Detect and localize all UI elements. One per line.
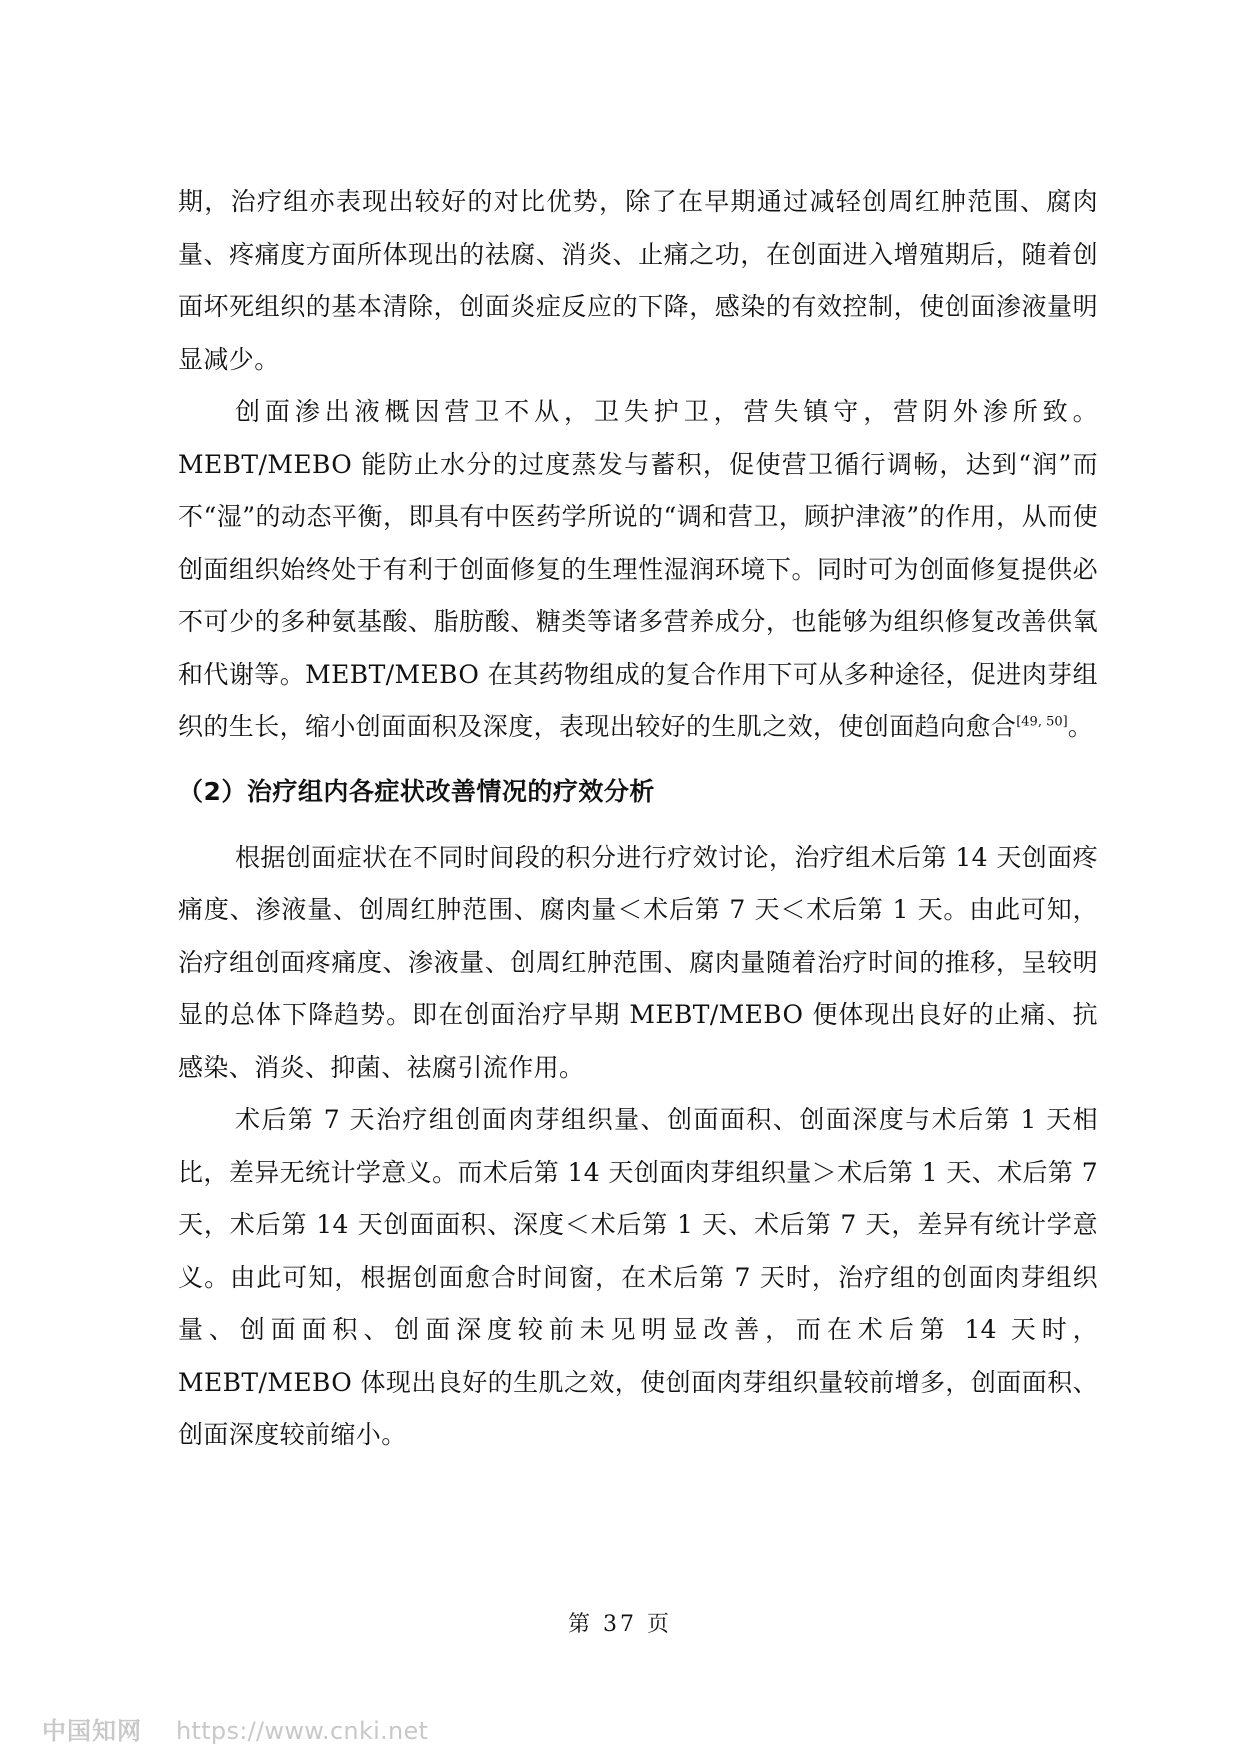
cnki-watermark	[42, 1711, 428, 1746]
section-heading: （2）治疗组内各症状改善情况的疗效分析	[178, 776, 655, 806]
paragraph-text: 术后第 7 天治疗组创面肉芽组织量、创面面积、创面深度与术后第 1 天相比，差异无统计学意义。而术后第 14 天创面肉芽组织量＞术后第 1 天、术后第 7 天，术后第 14 天创面面积、深度＜术后第 1 天、术后第 7 天，差异有统计学意义。由此可知，根据创面愈合时间窗，在术后第 7 天时，治疗组的创面肉芽组织量、创面面积、创面深度较前未见明显改善，而在术后第 14 天时，MEBT/MEBO 体现出良好的生肌之效，使创面肉芽组织量较前增多，创面面积、创面深度较前缩小。	[178, 1105, 1098, 1449]
paragraph-tail: 。	[1067, 712, 1094, 741]
body-text	[178, 176, 1098, 1462]
paragraph-text: 根据创面症状在不同时间段的积分进行疗效讨论，治疗组术后第 14 天创面疼痛度、渗液量、创周红肿范围、腐肉量＜术后第 7 天＜术后第 1 天。由此可知，治疗组创面疼痛度、渗液量、创周红肿范围、腐肉量随着治疗时间的推移，呈较明显的总体下降趋势。即在创面治疗早期 MEBT/MEBO 便体现出良好的止痛、抗感染、消炎、抑菌、祛腐引流作用。	[178, 842, 1098, 1082]
watermark-brand: 中国知网	[42, 1717, 142, 1745]
paragraph-continued	[178, 176, 1098, 386]
paragraph-exudate-discussion	[178, 386, 1098, 754]
citation-reference[interactable]: [49, 50]	[1016, 714, 1068, 730]
paragraph-symptom-scores	[178, 832, 1098, 1095]
paragraph-granulation-analysis	[178, 1094, 1098, 1462]
paragraph-text: 期，治疗组亦表现出较好的对比优势，除了在早期通过减轻创周红肿范围、腐肉量、疼痛度方面所体现出的祛腐、消炎、止痛之功，在创面进入增殖期后，随着创面坏死组织的基本清除，创面炎症反应的下降，感染的有效控制，使创面渗液量明显减少。	[178, 187, 1098, 374]
page-number: 第 37 页	[568, 1612, 672, 1637]
paragraph-text: 创面渗出液概因营卫不从，卫失护卫，营失镇守，营阴外渗所致。MEBT/MEBO 能防止水分的过度蒸发与蓄积，促使营卫循行调畅，达到“润”而不“湿”的动态平衡，即具有中医药学所说的“调和营卫，顾护津液”的作用，从而使创面组织始终处于有利于创面修复的生理性湿润环境下。同时可为创面修复提供必不可少的多种氨基酸、脂肪酸、糖类等诸多营养成分，也能够为组织修复改善供氧和代谢等。MEBT/MEBO 在其药物组成的复合作用下可从多种途径，促进肉芽组织的生长，缩小创面面积及深度，表现出较好的生肌之效，使创面趋向愈合	[178, 397, 1098, 741]
watermark-url[interactable]: https://www.cnki.net	[176, 1717, 429, 1745]
